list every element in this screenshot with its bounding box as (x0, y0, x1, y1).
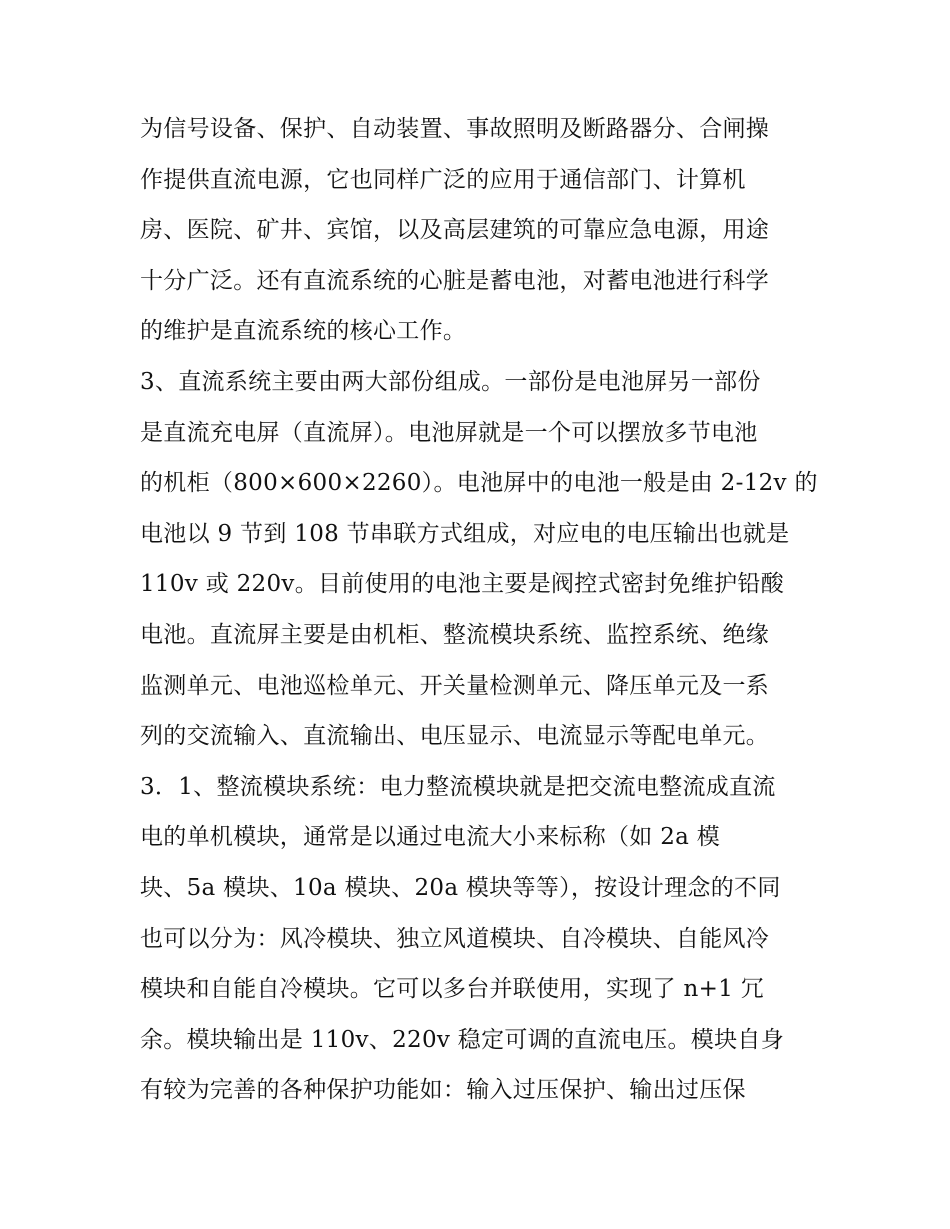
text-line: 房、医院、矿井、宾馆，以及高层建筑的可靠应急电源，用途 (140, 217, 770, 244)
body-text (140, 104, 820, 1116)
text-line: 块、5a 模块、10a 模块、20a 模块等等），按设计理念的不同 (140, 874, 781, 901)
text-line: 有较为完善的各种保护功能如：输入过压保护、输出过压保 (140, 1077, 746, 1104)
text-line: 是直流充电屏（直流屏）。电池屏就是一个可以摆放多节电池 (140, 419, 758, 446)
text-line: 的维护是直流系统的核心工作。 (140, 318, 467, 345)
text-line: 作提供直流电源，它也同样广泛的应用于通信部门、计算机 (140, 166, 746, 193)
text-line: 110v 或 220v。目前使用的电池主要是阀控式密封免维护铅酸 (140, 571, 785, 598)
text-line: 十分广泛。还有直流系统的心脏是蓄电池，对蓄电池进行科学 (140, 267, 770, 294)
text-line: 电池。直流屏主要是由机柜、整流模块系统、监控系统、绝缘 (140, 621, 770, 648)
text-line: 3、直流系统主要由两大部份组成。一部份是电池屏另一部份 (140, 368, 761, 395)
text-line: 监测单元、电池巡检单元、开关量检测单元、降压单元及一系 (140, 672, 770, 699)
text-line: 3．1、整流模块系统：电力整流模块就是把交流电整流成直流 (140, 773, 776, 800)
text-line: 为信号设备、保护、自动装置、事故照明及断路器分、合闸操 (140, 116, 770, 142)
text-line: 电的单机模块，通常是以通过电流大小来标称（如 2a 模 (140, 824, 721, 851)
text-line: 电池以 9 节到 108 节串联方式组成，对应电的电压输出也就是 (140, 520, 790, 547)
text-line: 列的交流输入、直流输出、电压显示、电流显示等配电单元。 (140, 723, 770, 750)
text-line: 也可以分为：风冷模块、独立风道模块、自冷模块、自能风冷 (140, 925, 770, 952)
text-line: 模块和自能自冷模块。它可以多台并联使用，实现了 n+1 冗 (140, 976, 765, 1003)
text-line: 的机柜（800×600×2260）。电池屏中的电池一般是由 2-12v 的 (140, 470, 818, 497)
text-line: 余。模块输出是 110v、220v 稳定可调的直流电压。模块自身 (140, 1026, 785, 1053)
